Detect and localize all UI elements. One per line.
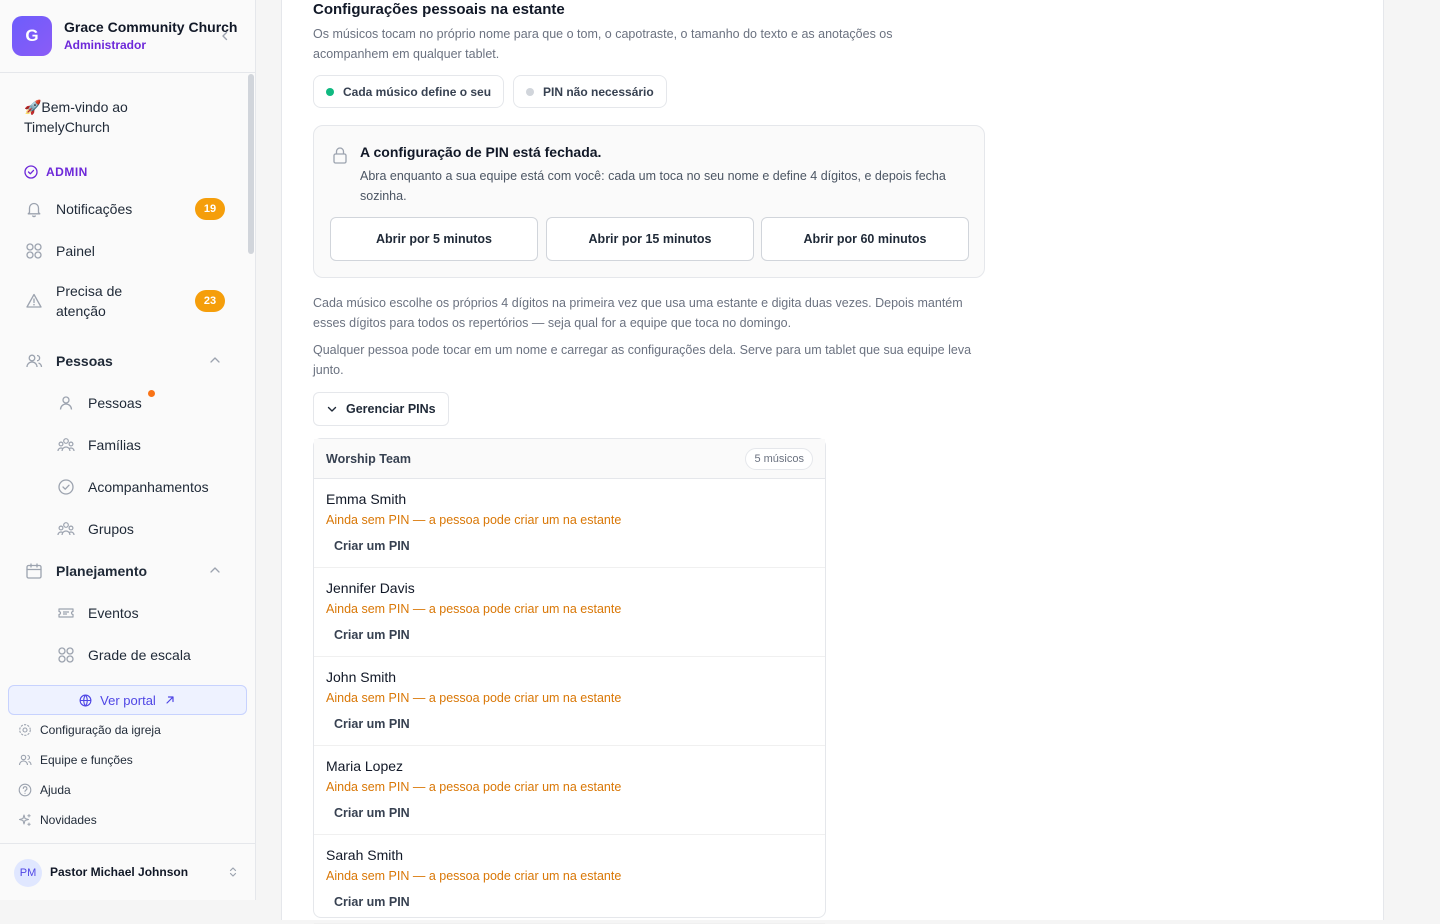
no-pin-explanation: Qualquer pessoa pode tocar em um nome e carregar as configurações dela. Serve para um tablet que sua equipe leva junto. — [313, 343, 972, 377]
sidebar-item-groups[interactable] — [56, 511, 234, 547]
musician-count-badge: 5 músicos — [745, 448, 813, 470]
admin-label-text: ADMIN — [46, 165, 88, 179]
section-title: Configurações pessoais na estante — [313, 1, 565, 18]
question-circle-icon — [18, 783, 32, 797]
help-label: Ajuda — [40, 783, 71, 797]
sidebar-item-label: Grupos — [88, 521, 134, 537]
users-icon — [24, 351, 44, 371]
chevron-up-icon — [208, 563, 222, 577]
manage-pins-label: Gerenciar PINs — [346, 402, 436, 416]
pin-explanation: Cada músico escolhe os próprios 4 dígitos na primeira vez que usa uma estante e digita duas vezes. Depois mantém esses dígitos para todos os repertórios — seja qual for a equipe que toca no domingo. — [313, 296, 963, 330]
calendar-icon — [24, 561, 44, 581]
bell-icon — [24, 199, 44, 219]
sidebar-item-events[interactable] — [56, 595, 234, 631]
collapse-sidebar-button[interactable] — [216, 27, 234, 45]
list-item — [314, 657, 825, 746]
welcome-message: 🚀Bem-vindo ao TimelyChurch — [24, 99, 128, 135]
create-pin-button[interactable]: Criar um PIN — [334, 539, 410, 553]
create-pin-button[interactable]: Criar um PIN — [334, 895, 410, 909]
user-name: Pastor Michael Johnson — [50, 865, 189, 879]
sidebar-item-label: Famílias — [88, 437, 141, 453]
sidebar-nav — [0, 73, 255, 677]
list-item — [314, 835, 825, 924]
user-menu[interactable] — [0, 843, 255, 900]
grid-icon — [24, 241, 44, 261]
sidebar-item-label: Eventos — [88, 605, 139, 621]
lock-icon — [332, 146, 348, 164]
sidebar — [0, 0, 256, 900]
musician-name: John Smith — [326, 669, 397, 685]
chevron-down-icon — [326, 403, 338, 415]
musician-name: Sarah Smith — [326, 847, 404, 863]
org-role: Administrador — [64, 38, 147, 52]
create-pin-button[interactable]: Criar um PIN — [334, 628, 410, 642]
musician-name: Jennifer Davis — [326, 580, 415, 596]
sidebar-item-attention[interactable] — [24, 281, 234, 321]
whats-new-label: Novidades — [40, 813, 97, 827]
sidebar-item-label: Notificações — [56, 201, 133, 217]
team-roles-label: Equipe e funções — [40, 753, 133, 767]
sidebar-item-families[interactable] — [56, 427, 234, 463]
view-portal-label: Ver portal — [100, 692, 156, 708]
list-item — [314, 479, 825, 568]
pin-setup-panel — [313, 125, 985, 278]
sidebar-item-label: Grade de escala — [88, 647, 191, 663]
sidebar-group-planning[interactable] — [24, 553, 234, 589]
create-pin-button[interactable]: Criar um PIN — [334, 717, 410, 731]
manage-pins-button[interactable] — [313, 392, 449, 426]
user-icon — [56, 393, 76, 413]
sidebar-item-label: Painel — [56, 243, 95, 259]
pin-status: Ainda sem PIN — a pessoa pode criar um na estante — [326, 780, 622, 794]
help-link[interactable] — [18, 780, 71, 800]
org-logo[interactable]: G — [12, 16, 52, 56]
admin-section-label — [24, 165, 88, 179]
list-item — [314, 746, 825, 835]
list-item — [314, 568, 825, 657]
open-15-minutes-button[interactable]: Abrir por 15 minutos — [546, 217, 754, 261]
gear-icon — [18, 723, 32, 737]
chevron-up-icon — [208, 353, 222, 367]
mode-option-no-pin[interactable] — [513, 75, 667, 108]
attention-count-badge: 23 — [195, 290, 225, 312]
ticket-icon — [56, 603, 76, 623]
grid-icon — [56, 645, 76, 665]
view-portal-button[interactable] — [8, 685, 247, 715]
team-roles-link[interactable] — [18, 750, 133, 770]
check-circle-icon — [56, 477, 76, 497]
open-60-minutes-button[interactable]: Abrir por 60 minutos — [761, 217, 969, 261]
section-description: Os músicos tocam no próprio nome para que o tom, o capotraste, o tamanho do texto e as anotações os acompanhem em qualquer tablet. — [313, 27, 893, 61]
sidebar-group-people[interactable] — [24, 343, 234, 379]
notifications-count-badge: 19 — [195, 198, 225, 220]
sidebar-item-notifications[interactable] — [24, 191, 234, 227]
sidebar-group-label: Pessoas — [56, 353, 113, 369]
family-icon — [56, 435, 76, 455]
team-card — [313, 438, 826, 918]
mode-option-each-musician[interactable] — [313, 75, 504, 108]
avatar: PM — [14, 859, 42, 887]
sidebar-group-label: Planejamento — [56, 563, 148, 579]
users-icon — [18, 753, 32, 767]
pin-status: Ainda sem PIN — a pessoa pode criar um na estante — [326, 691, 622, 705]
sidebar-item-label: Pessoas — [88, 395, 142, 411]
org-name[interactable]: Grace Community Church — [64, 19, 238, 35]
status-dot-inactive — [526, 88, 534, 96]
sidebar-item-dashboard[interactable] — [24, 233, 234, 269]
chevron-left-icon — [219, 30, 231, 42]
musician-name: Emma Smith — [326, 491, 407, 507]
open-5-minutes-button[interactable]: Abrir por 5 minutos — [330, 217, 538, 261]
church-settings-label: Configuração da igreja — [40, 723, 161, 737]
pin-status: Ainda sem PIN — a pessoa pode criar um na estante — [326, 869, 622, 883]
pin-status: Ainda sem PIN — a pessoa pode criar um na estante — [326, 513, 622, 527]
status-dot-active — [326, 88, 334, 96]
sidebar-item-schedule-grid[interactable] — [56, 637, 234, 673]
warning-icon — [24, 291, 44, 311]
pin-setup-title: A configuração de PIN está fechada. — [360, 144, 602, 160]
whats-new-link[interactable] — [18, 810, 97, 830]
sidebar-header — [0, 0, 255, 73]
sidebar-scrollbar[interactable] — [248, 74, 254, 254]
church-settings-link[interactable] — [18, 720, 161, 740]
sidebar-item-people[interactable] — [56, 385, 234, 421]
chevron-updown-icon — [226, 865, 240, 879]
create-pin-button[interactable]: Criar um PIN — [334, 806, 410, 820]
team-header — [314, 439, 825, 479]
pin-status: Ainda sem PIN — a pessoa pode criar um na estante — [326, 602, 622, 616]
sparkles-icon — [18, 813, 32, 827]
mode-option-label: Cada músico define o seu — [343, 84, 492, 99]
team-name: Worship Team — [326, 452, 411, 466]
check-circle-icon — [24, 165, 38, 179]
sidebar-item-label: Acompanhamentos — [88, 479, 209, 495]
sidebar-item-label: Precisa de atenção — [56, 283, 123, 319]
musician-name: Maria Lopez — [326, 758, 404, 774]
group-icon — [56, 519, 76, 539]
external-arrow-icon — [164, 694, 176, 706]
mode-option-label: PIN não necessário — [543, 84, 654, 99]
globe-icon — [79, 694, 92, 707]
new-indicator-dot — [148, 390, 155, 397]
pin-setup-description: Abra enquanto a sua equipe está com você: cada um toca no seu nome e define 4 dígitos, e depois fecha sozinha. — [360, 169, 946, 203]
sidebar-item-followups[interactable] — [56, 469, 234, 505]
